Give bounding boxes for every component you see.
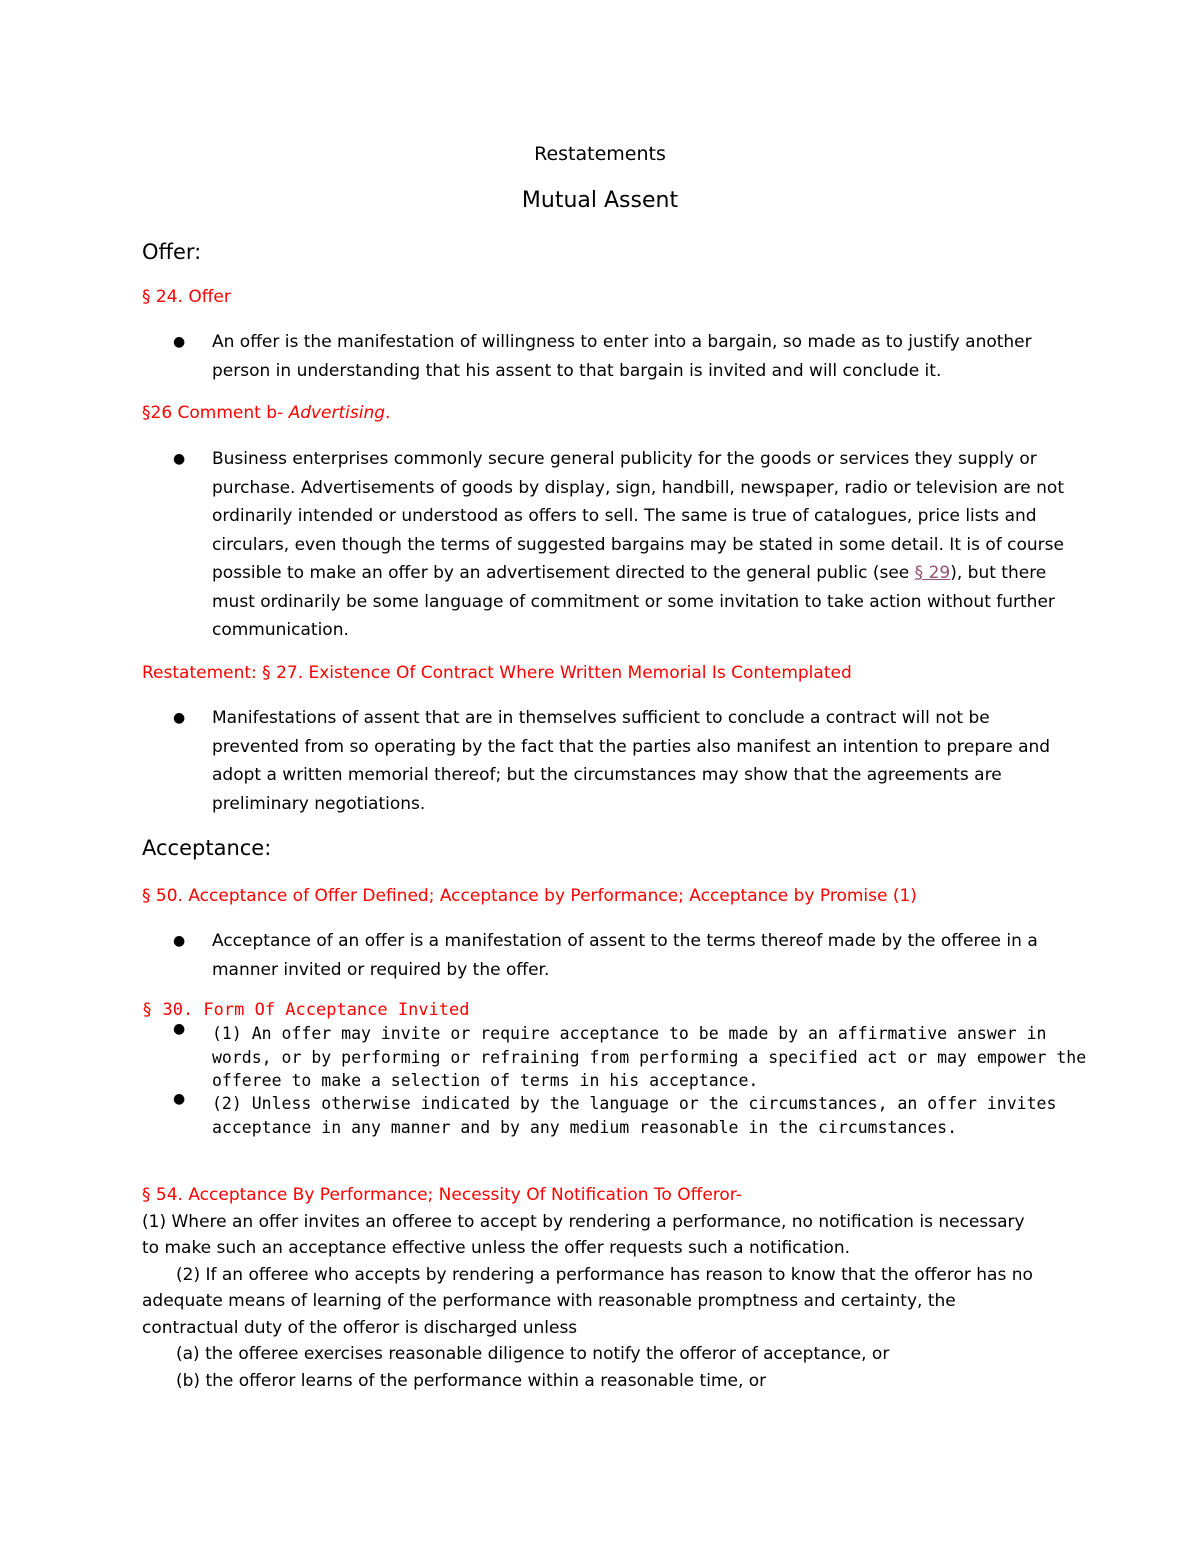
section-54-line: (b) the offeror learns of the performance within a reasonable time, or	[176, 1371, 767, 1391]
document-subtitle: Mutual Assent	[521, 188, 679, 213]
section-24-heading: § 24. Offer	[142, 287, 231, 307]
section-54-line: adequate means of learning of the performance with reasonable promptness and certainty, the	[142, 1291, 956, 1311]
section-30-heading: § 30. Form Of Acceptance Invited	[142, 1000, 470, 1020]
section-50-text: Acceptance of an offer is a manifestation of assent to the terms thereof made by the offeree in a manner invited or required by the offer.	[212, 931, 1038, 980]
document-title: Restatements	[534, 143, 666, 165]
section-54-heading: § 54. Acceptance By Performance; Necessity Of Notification To Offeror-	[142, 1185, 742, 1205]
section-26-heading-prefix: §26 Comment b-	[142, 403, 289, 423]
bullet-icon: ●	[173, 334, 186, 350]
section-26-heading-suffix: .	[385, 403, 391, 423]
bullet-icon: ●	[173, 933, 186, 949]
section-26-heading-italic: Advertising	[288, 403, 386, 423]
offer-heading: Offer:	[142, 240, 202, 264]
section-54-line: (a) the offeree exercises reasonable diligence to notify the offeror of acceptance, or	[176, 1344, 890, 1364]
section-29-link[interactable]: § 29	[914, 563, 951, 583]
section-54-line: contractual duty of the offeror is discharged unless	[142, 1318, 578, 1338]
section-54-line: to make such an acceptance effective unless the offer requests such a notification.	[142, 1238, 850, 1258]
section-26-text	[212, 445, 1072, 645]
section-50-heading: § 50. Acceptance of Offer Defined; Acceptance by Performance; Acceptance by Promise (1)	[142, 886, 917, 906]
section-26-heading	[142, 403, 390, 423]
bullet-icon: ●	[173, 1021, 186, 1037]
section-54-line: (1) Where an offer invites an offeree to accept by rendering a performance, no notification is necessary	[142, 1212, 1025, 1232]
section-26-text-part1: Business enterprises commonly secure general publicity for the goods or services they supply or purchase. Advertisements of goods by display, sign, handbill, newspaper, radio or television are not ordinarily intended or understood as offers to sell. The same is true of catalogues, price lists and circulars, even though the terms of suggested bargains may be stated in some detail. It is of course possible to make an offer by an advertisement directed to the general public (see	[212, 449, 1064, 583]
section-30-item-2: (2) Unless otherwise indicated by the language or the circumstances, an offer invites acceptance in any manner and by any medium reasonable in the circumstances.	[212, 1094, 1057, 1137]
section-54-line: (2) If an offeree who accepts by rendering a performance has reason to know that the offeror has no	[176, 1265, 1033, 1285]
section-27-heading: Restatement: § 27. Existence Of Contract Where Written Memorial Is Contemplated	[142, 663, 852, 683]
section-30-item-1: (1) An offer may invite or require acceptance to be made by an affirmative answer in words, or by performing or refraining from performing a specified act or may empower the offeree to make a selection of terms in his acceptance.	[212, 1024, 1087, 1090]
bullet-icon: ●	[173, 1091, 186, 1107]
bullet-icon: ●	[173, 451, 186, 467]
acceptance-heading: Acceptance:	[142, 836, 272, 860]
bullet-icon: ●	[173, 710, 186, 726]
section-24-text: An offer is the manifestation of willingness to enter into a bargain, so made as to justify another person in understanding that his assent to that bargain is invited and will conclude it.	[212, 332, 1032, 381]
section-27-text: Manifestations of assent that are in themselves sufficient to conclude a contract will not be prevented from so operating by the fact that the parties also manifest an intention to prepare and adopt a written memorial thereof; but the circumstances may show that the agreements are preliminary negotiations.	[212, 708, 1051, 814]
section-26-text-part2: ), but there must ordinarily be some language of commitment or some invitation to take action without further communication.	[212, 563, 1055, 640]
